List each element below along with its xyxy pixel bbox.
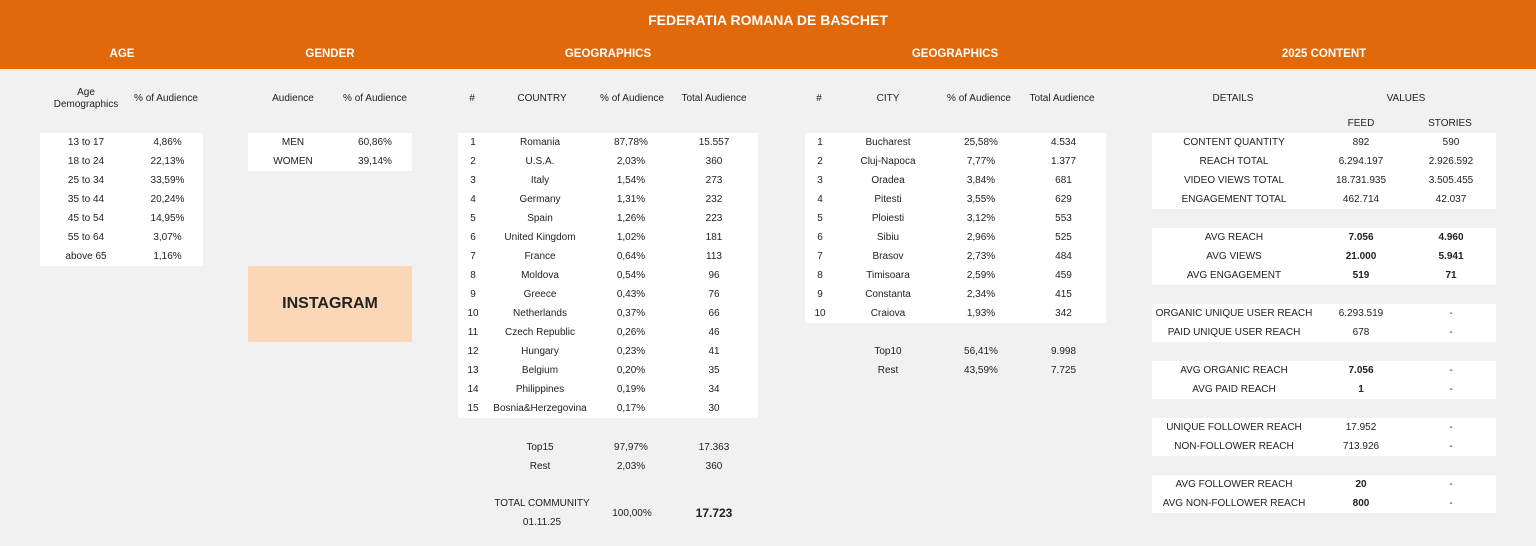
- city-row-cell: 2,59%: [966, 270, 996, 281]
- city-summary-row-cell: [805, 361, 835, 380]
- country-row-cell: France: [524, 251, 556, 262]
- country-summary-row-cell: [458, 457, 488, 476]
- country-row-cell: 1,31%: [616, 194, 646, 205]
- content-cell: 5.941: [1438, 251, 1464, 262]
- country-row: [458, 133, 758, 152]
- country-header-rank: #: [469, 93, 475, 104]
- content-header-feed: FEED: [1347, 118, 1375, 129]
- content-cell: VIDEO VIEWS TOTAL: [1183, 175, 1285, 186]
- content-cell: -: [1449, 308, 1453, 319]
- city-header-city: CITY: [876, 93, 900, 104]
- content-cell: 17.952: [1345, 422, 1377, 433]
- country-row-cell: 30: [708, 403, 720, 414]
- country-row-cell: 223: [705, 213, 723, 224]
- country-summary-row: [458, 457, 758, 476]
- country-row-cell: Italy: [530, 175, 550, 186]
- content-cell: 6.293.519: [1338, 308, 1384, 319]
- content-row: [1152, 361, 1496, 380]
- country-row-cell: 12: [467, 346, 479, 357]
- country-row-cell: 0,23%: [616, 346, 646, 357]
- country-row: [458, 361, 758, 380]
- city-row-cell: 525: [1055, 232, 1072, 243]
- city-row-cell: 3,12%: [966, 213, 996, 224]
- city-row: [805, 285, 1106, 304]
- section-content: 2025 CONTENT: [1281, 48, 1367, 60]
- country-row-cell: 13: [467, 365, 479, 376]
- country-summary-row-cell: 2,03%: [616, 461, 646, 472]
- city-row-cell: 2,73%: [966, 251, 996, 262]
- country-row: [458, 209, 758, 228]
- age-row: [40, 190, 203, 209]
- city-row-cell: 6: [817, 232, 823, 243]
- gender-table: [248, 133, 412, 171]
- country-table: [458, 133, 758, 418]
- city-summary-row-cell: Rest: [877, 365, 899, 376]
- country-row: [458, 304, 758, 323]
- page-title: FEDERATIA ROMANA DE BASCHET: [648, 12, 888, 28]
- content-cell: 4.960: [1438, 232, 1464, 243]
- city-header-rank: #: [816, 93, 822, 104]
- age-row-cell: 18 to 24: [67, 156, 105, 167]
- city-row: [805, 247, 1106, 266]
- country-row-cell: United Kingdom: [504, 232, 576, 243]
- content-cell: 892: [1352, 137, 1370, 148]
- country-row-cell: 0,54%: [616, 270, 646, 281]
- content-cell: 2.926.592: [1428, 156, 1474, 167]
- country-row-cell: 96: [708, 270, 720, 281]
- country-row-cell: 5: [470, 213, 476, 224]
- content-cell: 590: [1442, 137, 1460, 148]
- city-summary-table: [805, 342, 1106, 380]
- city-row: [805, 152, 1106, 171]
- country-row-cell: 0,26%: [616, 327, 646, 338]
- gender-row: [248, 152, 412, 171]
- country-row-cell: 6: [470, 232, 476, 243]
- content-cell: 713.926: [1342, 441, 1380, 452]
- city-row-cell: Timisoara: [866, 270, 910, 281]
- country-row-cell: 232: [705, 194, 723, 205]
- content-cell: ENGAGEMENT TOTAL: [1181, 194, 1287, 205]
- country-row: [458, 342, 758, 361]
- city-row-cell: Brasov: [872, 251, 904, 262]
- country-row-cell: 76: [708, 289, 720, 300]
- content-cell: 71: [1445, 270, 1457, 281]
- city-row-cell: 10: [814, 308, 826, 319]
- age-row-cell: 3,07%: [153, 232, 182, 243]
- city-row-cell: 681: [1055, 175, 1072, 186]
- content-cell: -: [1449, 441, 1453, 452]
- country-row-cell: 41: [708, 346, 720, 357]
- content-row: [1152, 266, 1496, 285]
- age-row: [40, 247, 203, 266]
- header-bar: [0, 0, 1536, 69]
- country-row-cell: 0,43%: [616, 289, 646, 300]
- country-row-cell: 7: [470, 251, 476, 262]
- content-cell: 1: [1358, 384, 1364, 395]
- content-cell: 18.731.935: [1335, 175, 1387, 186]
- gender-header-percent: % of Audience: [343, 93, 407, 104]
- age-row: [40, 209, 203, 228]
- city-row-cell: 8: [817, 270, 823, 281]
- age-header-demographics: Age Demographics: [53, 87, 119, 110]
- country-row-cell: Romania: [519, 137, 561, 148]
- instagram-label: INSTAGRAM: [248, 266, 412, 342]
- content-cell: 20: [1355, 479, 1367, 490]
- age-row-cell: above 65: [65, 251, 107, 262]
- content-row: [1152, 247, 1496, 266]
- country-row-cell: 15: [467, 403, 479, 414]
- country-row-cell: 0,64%: [616, 251, 646, 262]
- country-row-cell: Spain: [527, 213, 553, 224]
- country-row-cell: Philippines: [515, 384, 565, 395]
- country-row-cell: Hungary: [521, 346, 559, 357]
- city-row-cell: Oradea: [871, 175, 905, 186]
- country-row: [458, 247, 758, 266]
- content-cell: AVG PAID REACH: [1192, 384, 1276, 395]
- age-row: [40, 228, 203, 247]
- country-row-cell: U.S.A.: [525, 156, 555, 167]
- content-gap: [1152, 456, 1496, 475]
- country-row-cell: 2: [470, 156, 476, 167]
- country-row: [458, 228, 758, 247]
- age-row-cell: 14,95%: [150, 213, 185, 224]
- content-cell: PAID UNIQUE USER REACH: [1167, 327, 1301, 338]
- city-row: [805, 209, 1106, 228]
- content-cell: UNIQUE FOLLOWER REACH: [1166, 422, 1302, 433]
- country-row-cell: 273: [705, 175, 723, 186]
- city-row-cell: Craiova: [870, 308, 906, 319]
- content-header-details: DETAILS: [1212, 93, 1254, 104]
- country-row-cell: 1,26%: [616, 213, 646, 224]
- age-row: [40, 152, 203, 171]
- gender-row-cell: 39,14%: [358, 156, 392, 167]
- country-row-cell: 1,54%: [616, 175, 646, 186]
- content-cell: CONTENT QUANTITY: [1183, 137, 1285, 148]
- age-row: [40, 133, 203, 152]
- country-row-cell: 0,19%: [616, 384, 646, 395]
- content-row: [1152, 304, 1496, 323]
- city-row: [805, 190, 1106, 209]
- country-row: [458, 399, 758, 418]
- section-geographics-city: GEOGRAPHICS: [911, 48, 999, 60]
- city-row-cell: 7: [817, 251, 823, 262]
- country-summary-row-cell: Rest: [529, 461, 551, 472]
- age-row-cell: 22,13%: [150, 156, 185, 167]
- city-row-cell: 5: [817, 213, 823, 224]
- age-row-cell: 33,59%: [150, 175, 185, 186]
- content-row: [1152, 418, 1496, 437]
- country-row-cell: 113: [706, 251, 722, 262]
- city-row-cell: 629: [1055, 194, 1072, 205]
- city-row-cell: 553: [1055, 213, 1072, 224]
- content-cell: AVG FOLLOWER REACH: [1175, 479, 1293, 490]
- content-row: [1152, 152, 1496, 171]
- content-cell: AVG NON-FOLLOWER REACH: [1162, 498, 1306, 509]
- city-row-cell: 3,55%: [966, 194, 996, 205]
- country-row: [458, 380, 758, 399]
- age-row-cell: 1,16%: [153, 251, 182, 262]
- city-row-cell: 1: [817, 137, 823, 148]
- total-community-value: 17.723: [695, 506, 733, 520]
- content-gap: [1152, 285, 1496, 304]
- country-row-cell: 11: [467, 327, 479, 338]
- content-row: [1152, 380, 1496, 399]
- city-row-cell: 2,34%: [966, 289, 996, 300]
- city-row-cell: 9: [817, 289, 823, 300]
- country-row-cell: 3: [470, 175, 476, 186]
- city-row-cell: Sibiu: [876, 232, 900, 243]
- content-cell: AVG ENGAGEMENT: [1186, 270, 1282, 281]
- city-row-cell: 3,84%: [966, 175, 996, 186]
- country-row-cell: 4: [470, 194, 476, 205]
- content-gap: [1152, 399, 1496, 418]
- content-row: [1152, 228, 1496, 247]
- city-row-cell: Constanta: [865, 289, 911, 300]
- country-row-cell: 35: [708, 365, 720, 376]
- age-row-cell: 25 to 34: [67, 175, 105, 186]
- gender-row-cell: 60,86%: [358, 137, 392, 148]
- content-header-values: VALUES: [1386, 93, 1426, 104]
- content-cell: -: [1449, 498, 1453, 509]
- country-header-country: COUNTRY: [517, 93, 567, 104]
- content-gap: [1152, 209, 1496, 228]
- country-row: [458, 266, 758, 285]
- content-cell: 6.294.197: [1338, 156, 1384, 167]
- city-row-cell: 484: [1055, 251, 1072, 262]
- content-row: [1152, 171, 1496, 190]
- country-row-cell: 360: [705, 156, 723, 167]
- city-summary-row-cell: [805, 342, 835, 361]
- city-row: [805, 266, 1106, 285]
- gender-header-audience: Audience: [272, 93, 314, 104]
- country-row: [458, 152, 758, 171]
- city-summary-row: [805, 361, 1106, 380]
- city-row-cell: 3: [817, 175, 823, 186]
- country-row-cell: 14: [467, 384, 479, 395]
- city-row: [805, 304, 1106, 323]
- content-cell: 3.505.455: [1428, 175, 1474, 186]
- content-cell: REACH TOTAL: [1199, 156, 1269, 167]
- age-row-cell: 35 to 44: [67, 194, 105, 205]
- content-cell: -: [1449, 422, 1453, 433]
- content-row: [1152, 133, 1496, 152]
- country-row-cell: Netherlands: [513, 308, 567, 319]
- city-header-percent: % of Audience: [947, 93, 1011, 104]
- city-row-cell: 415: [1055, 289, 1072, 300]
- content-cell: 800: [1352, 498, 1370, 509]
- city-row: [805, 228, 1106, 247]
- country-row: [458, 190, 758, 209]
- total-community-percent: 100,00%: [612, 508, 652, 519]
- content-cell: -: [1449, 327, 1453, 338]
- content-header-stories: STORIES: [1428, 118, 1472, 129]
- city-row-cell: Pitesti: [874, 194, 902, 205]
- content-cell: AVG ORGANIC REACH: [1180, 365, 1288, 376]
- age-table: [40, 133, 203, 266]
- country-summary-row: [458, 438, 758, 457]
- country-row-cell: 0,17%: [616, 403, 646, 414]
- city-row-cell: Cluj-Napoca: [860, 156, 916, 167]
- country-summary-row-cell: Top15: [526, 442, 554, 453]
- age-row-cell: 45 to 54: [67, 213, 105, 224]
- content-row: [1152, 437, 1496, 456]
- gender-row-cell: MEN: [281, 137, 305, 148]
- city-row-cell: 1.377: [1050, 156, 1077, 167]
- country-row-cell: 0,37%: [616, 308, 646, 319]
- country-row-cell: 15.557: [698, 137, 730, 148]
- gender-row-cell: WOMEN: [273, 156, 313, 167]
- city-summary-row-cell: 43,59%: [964, 365, 998, 376]
- city-row-cell: 4.534: [1050, 137, 1077, 148]
- content-table: [1152, 133, 1496, 513]
- content-row: [1152, 475, 1496, 494]
- city-table: [805, 133, 1106, 323]
- content-cell: ORGANIC UNIQUE USER REACH: [1155, 308, 1313, 319]
- content-cell: 7.056: [1348, 365, 1374, 376]
- city-summary-row: [805, 342, 1106, 361]
- city-row: [805, 133, 1106, 152]
- country-summary-row-cell: 97,97%: [614, 442, 648, 453]
- section-age: AGE: [109, 48, 135, 60]
- country-summary-row-cell: [458, 438, 488, 457]
- city-row: [805, 171, 1106, 190]
- country-row-cell: 46: [708, 327, 720, 338]
- total-community-date: 01.11.25: [522, 517, 562, 528]
- country-row-cell: 10: [467, 308, 479, 319]
- city-row-cell: 2: [817, 156, 823, 167]
- content-gap: [1152, 342, 1496, 361]
- content-cell: AVG VIEWS: [1206, 251, 1262, 262]
- section-gender: GENDER: [305, 48, 355, 60]
- country-row-cell: 0,20%: [616, 365, 646, 376]
- country-row-cell: Moldova: [521, 270, 559, 281]
- city-row-cell: 2,96%: [966, 232, 996, 243]
- city-summary-row-cell: 56,41%: [964, 346, 998, 357]
- country-row-cell: 66: [708, 308, 720, 319]
- city-summary-row-cell: 7.725: [1050, 365, 1077, 376]
- content-cell: 21.000: [1345, 251, 1377, 262]
- content-cell: 462.714: [1342, 194, 1380, 205]
- total-community-label: TOTAL COMMUNITY: [494, 498, 590, 509]
- age-row-cell: 4,86%: [153, 137, 182, 148]
- country-row-cell: 2,03%: [616, 156, 646, 167]
- content-row: [1152, 494, 1496, 513]
- country-row-cell: 34: [708, 384, 720, 395]
- city-summary-row-cell: 9.998: [1050, 346, 1077, 357]
- content-cell: 678: [1352, 327, 1370, 338]
- age-row-cell: 13 to 17: [67, 137, 105, 148]
- content-cell: -: [1449, 384, 1453, 395]
- country-row-cell: 87,78%: [614, 137, 648, 148]
- gender-row: [248, 133, 412, 152]
- content-cell: 42.037: [1435, 194, 1467, 205]
- city-row-cell: 4: [817, 194, 823, 205]
- country-summary-table: [458, 438, 758, 476]
- country-row: [458, 171, 758, 190]
- country-row-cell: Bosnia&Herzegovina: [493, 403, 587, 414]
- city-row-cell: 25,58%: [964, 137, 998, 148]
- country-row-cell: Greece: [523, 289, 557, 300]
- country-row: [458, 323, 758, 342]
- country-row-cell: 9: [470, 289, 476, 300]
- content-row: [1152, 190, 1496, 209]
- country-row: [458, 285, 758, 304]
- country-row-cell: 1,02%: [616, 232, 646, 243]
- country-summary-row-cell: 360: [705, 461, 723, 472]
- age-row: [40, 171, 203, 190]
- content-cell: AVG REACH: [1204, 232, 1264, 243]
- country-row-cell: 8: [470, 270, 476, 281]
- country-header-total: Total Audience: [681, 93, 747, 104]
- age-row-cell: 55 to 64: [67, 232, 105, 243]
- city-header-total: Total Audience: [1029, 93, 1095, 104]
- age-header-percent: % of Audience: [134, 93, 198, 104]
- city-row-cell: Ploiesti: [871, 213, 905, 224]
- country-row-cell: 181: [705, 232, 723, 243]
- section-geographics-country: GEOGRAPHICS: [564, 48, 652, 60]
- country-row-cell: Belgium: [521, 365, 559, 376]
- country-summary-row-cell: 17.363: [698, 442, 730, 453]
- country-header-percent: % of Audience: [600, 93, 664, 104]
- content-cell: -: [1449, 365, 1453, 376]
- city-row-cell: 459: [1055, 270, 1072, 281]
- content-cell: -: [1449, 479, 1453, 490]
- country-row-cell: Czech Republic: [504, 327, 576, 338]
- content-cell: 7.056: [1348, 232, 1374, 243]
- city-row-cell: Bucharest: [865, 137, 911, 148]
- content-row: [1152, 323, 1496, 342]
- country-row-cell: Germany: [519, 194, 561, 205]
- country-row-cell: 1: [470, 137, 476, 148]
- city-summary-row-cell: Top10: [874, 346, 902, 357]
- content-cell: 519: [1352, 270, 1370, 281]
- city-row-cell: 342: [1055, 308, 1072, 319]
- city-row-cell: 7,77%: [966, 156, 996, 167]
- content-cell: NON-FOLLOWER REACH: [1174, 441, 1294, 452]
- age-row-cell: 20,24%: [150, 194, 185, 205]
- city-row-cell: 1,93%: [966, 308, 996, 319]
